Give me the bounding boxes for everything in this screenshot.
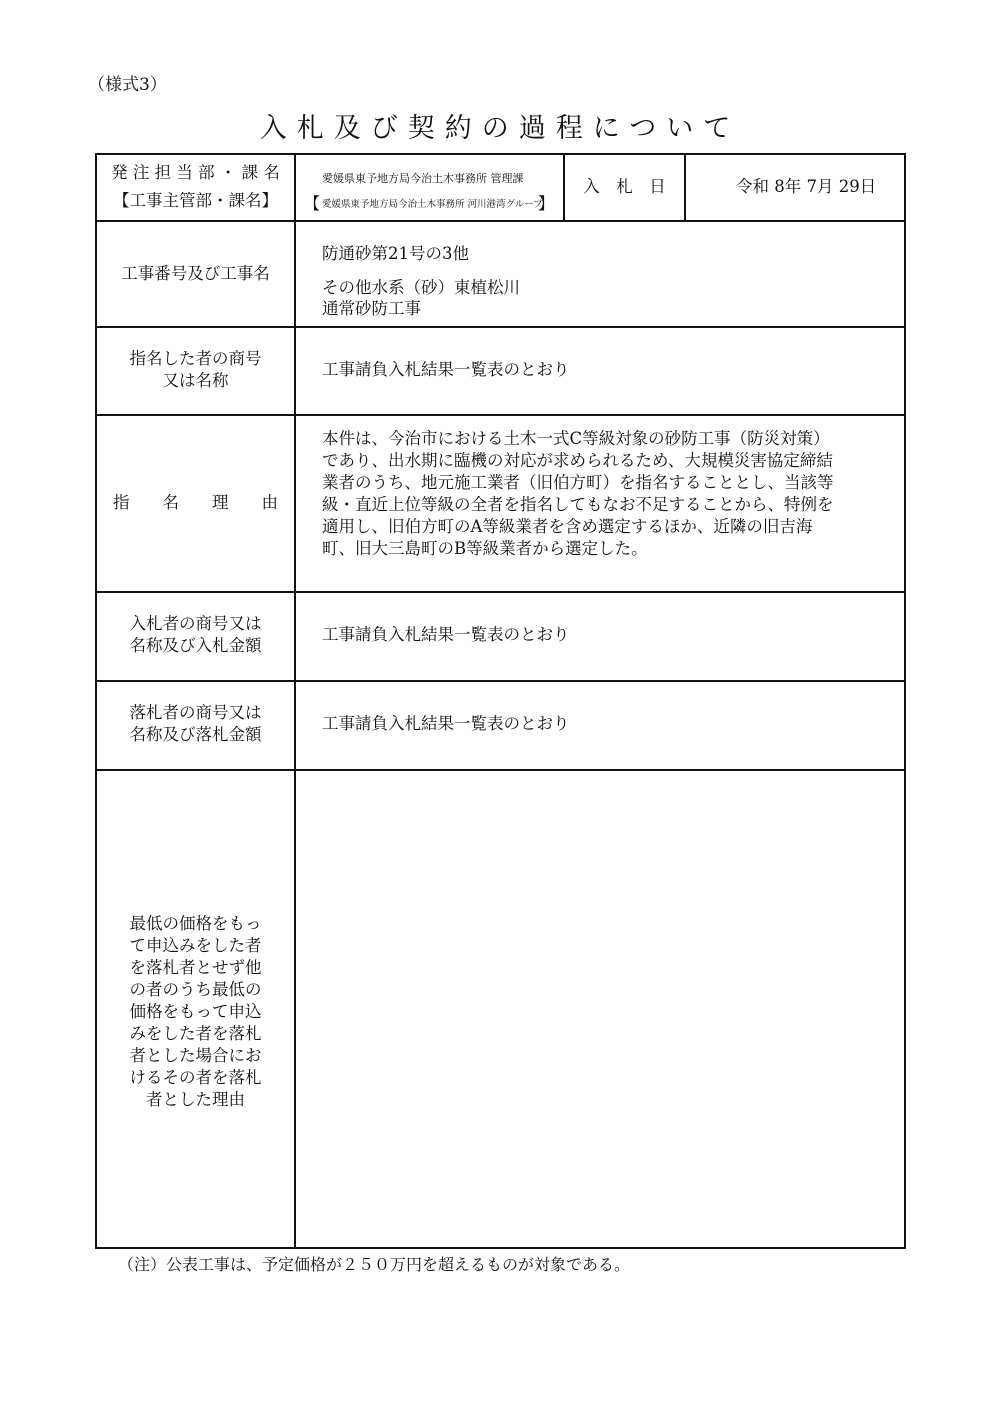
- other-winner-label: を落札者とせず他: [129, 958, 262, 977]
- reason-line: 町、旧大三島町のB等級業者から選定した。: [322, 539, 648, 558]
- reason-line: 適用し、旧伯方町のA等級業者を含め選定するほか、近隣の旧吉海: [322, 517, 813, 536]
- nominees-label: 指名した者の商号: [129, 349, 262, 368]
- bidders-label: 入札者の商号又は: [129, 614, 262, 633]
- other-winner-label: 最低の価格をもっ: [129, 914, 262, 933]
- other-winner-label: 者とした理由: [146, 1090, 245, 1109]
- work-name: その他水系（砂）東植松川: [322, 278, 520, 297]
- bid-date-label: 入 札 日: [583, 177, 666, 196]
- reason-line: であり、出水期に臨機の対応が求められるため、大規模災害協定締結: [322, 451, 833, 470]
- row-divider: [95, 414, 906, 416]
- row-divider: [95, 591, 906, 593]
- reason-line: 本件は、今治市における土木一式C等級対象の砂防工事（防災対策）: [322, 429, 830, 448]
- other-winner-label: けるその者を落札: [129, 1068, 262, 1087]
- work-name-cont: 通常砂防工事: [322, 299, 421, 318]
- bracket-close: 】: [538, 194, 555, 213]
- dept-label-bracket: 【工事主管部・課名】: [113, 191, 278, 210]
- column-divider: [684, 153, 686, 221]
- winner-value: 工事請負入札結果一覧表のとおり: [322, 714, 570, 733]
- form-number: （様式3）: [88, 75, 167, 95]
- other-winner-label: の者のうち最低の: [129, 980, 262, 999]
- dept-label: 発 注 担 当 部 ・ 課 名: [111, 163, 280, 182]
- work-name-label: 工事番号及び工事名: [121, 264, 270, 283]
- other-winner-label: て申込みをした者: [129, 936, 262, 955]
- row-divider: [95, 680, 906, 682]
- dept-value-bracket: 愛媛県東予地方局今治土木事務所 河川港湾グループ: [322, 199, 543, 210]
- bracket-open: 【: [304, 194, 321, 213]
- column-divider: [294, 153, 296, 1249]
- other-winner-label: みをした者を落札: [129, 1024, 262, 1043]
- other-winner-label: 者とした場合にお: [129, 1046, 262, 1065]
- row-divider: [95, 769, 906, 771]
- reason-line: 業者のうち、地元施工業者（旧伯方町）を指名することとし、当該等: [322, 473, 834, 492]
- winner-label: 落札者の商号又は: [129, 703, 262, 722]
- dept-value: 愛媛県東予地方局今治土木事務所 管理課: [322, 172, 524, 185]
- other-winner-label: 価格をもって申込: [129, 1002, 262, 1021]
- nominees-label-cont: 又は名称: [162, 371, 229, 390]
- bidders-label-cont: 名称及び入札金額: [129, 636, 262, 655]
- document-title: 入札及び契約の過程について: [259, 113, 741, 144]
- row-divider: [95, 326, 906, 328]
- bid-date-value: 令和 8年 7月 29日: [736, 177, 877, 196]
- reason-line: 級・直近上位等級の全者を指名してもなお不足することから、特例を: [322, 495, 834, 514]
- work-number: 防通砂第21号の3他: [322, 244, 469, 263]
- row-divider: [95, 220, 906, 222]
- bidders-value: 工事請負入札結果一覧表のとおり: [322, 625, 570, 644]
- reason-label: 指 名 理 由: [113, 493, 278, 512]
- winner-label-cont: 名称及び落札金額: [129, 725, 262, 744]
- footnote: （注）公表工事は、予定価格が２５０万円を超えるものが対象である。: [118, 1255, 631, 1274]
- nominees-value: 工事請負入札結果一覧表のとおり: [322, 360, 570, 379]
